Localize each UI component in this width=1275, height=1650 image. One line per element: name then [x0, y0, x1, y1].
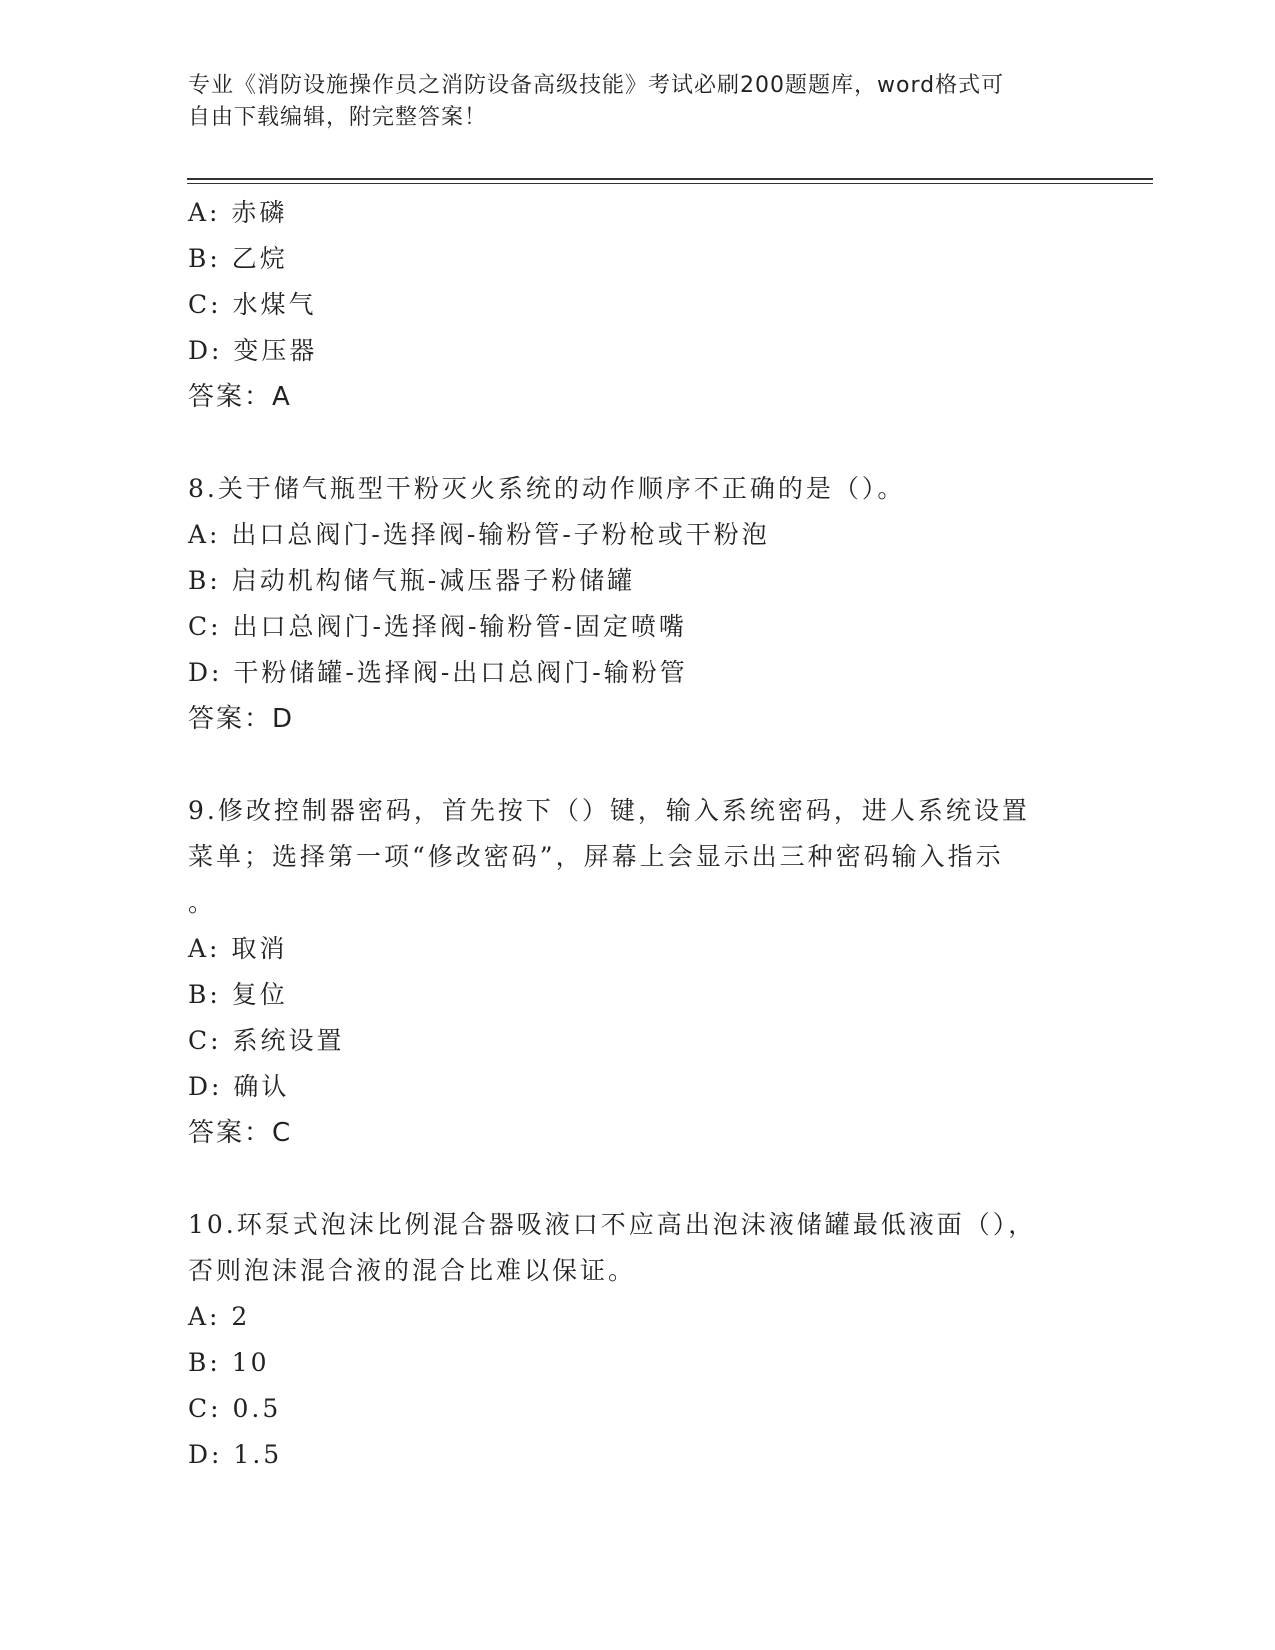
header-line-2: 自由下载编辑，附完整答案！	[188, 105, 488, 130]
option-d: D: 确认	[188, 1072, 290, 1101]
option-a: A: 赤磷	[188, 198, 288, 227]
answer: 答案：C	[188, 1118, 293, 1148]
header-divider-thin	[187, 183, 1153, 184]
question-list	[188, 190, 1068, 1478]
option-c: C: 0.5	[188, 1394, 282, 1423]
question-10	[188, 1202, 1068, 1478]
question-9	[188, 788, 1068, 1156]
question-text-line-1: 10.环泵式泡沫比例混合器吸液口不应高出泡沫液储罐最低液面（），	[188, 1210, 1037, 1239]
question-text-line-2: 菜单；选择第一项“修改密码”，屏幕上会显示出三种密码输入指示	[188, 842, 1004, 871]
document-header	[188, 70, 1068, 134]
question-text-line-3: 。	[188, 888, 217, 917]
option-d: D: 干粉储罐-选择阀-出口总阀门-输粉管	[188, 658, 688, 687]
option-b: B: 启动机构储气瓶-减压器子粉储罐	[188, 566, 636, 595]
question-text-line-1: 9.修改控制器密码，首先按下（）键，输入系统密码，进人系统设置	[188, 796, 1030, 825]
answer: 答案：D	[188, 704, 295, 734]
option-b: B: 乙烷	[188, 244, 288, 273]
question-8	[188, 466, 1068, 742]
option-d: D: 1.5	[188, 1440, 283, 1469]
option-b: B: 复位	[188, 980, 288, 1009]
question-text-line-2: 否则泡沫混合液的混合比难以保证。	[188, 1256, 637, 1285]
option-c: C: 系统设置	[188, 1026, 345, 1055]
option-a: A: 2	[188, 1302, 251, 1331]
option-a: A: 取消	[188, 934, 288, 963]
question-text: 8.关于储气瓶型干粉灭火系统的动作顺序不正确的是（）。	[188, 474, 906, 503]
option-c: C: 水煤气	[188, 290, 317, 319]
option-c: C: 出口总阀门-选择阀-输粉管-固定喷嘴	[188, 612, 687, 641]
header-divider	[187, 178, 1153, 180]
option-d: D: 变压器	[188, 336, 318, 365]
header-line-1: 专业《消防设施操作员之消防设备高级技能》考试必刷200题题库，word格式可	[188, 73, 1005, 98]
answer: 答案：A	[188, 382, 292, 412]
option-a: A: 出口总阀门-选择阀-输粉管-子粉枪或干粉泡	[188, 520, 770, 549]
question-7-tail	[188, 190, 1068, 420]
option-b: B: 10	[188, 1348, 270, 1377]
